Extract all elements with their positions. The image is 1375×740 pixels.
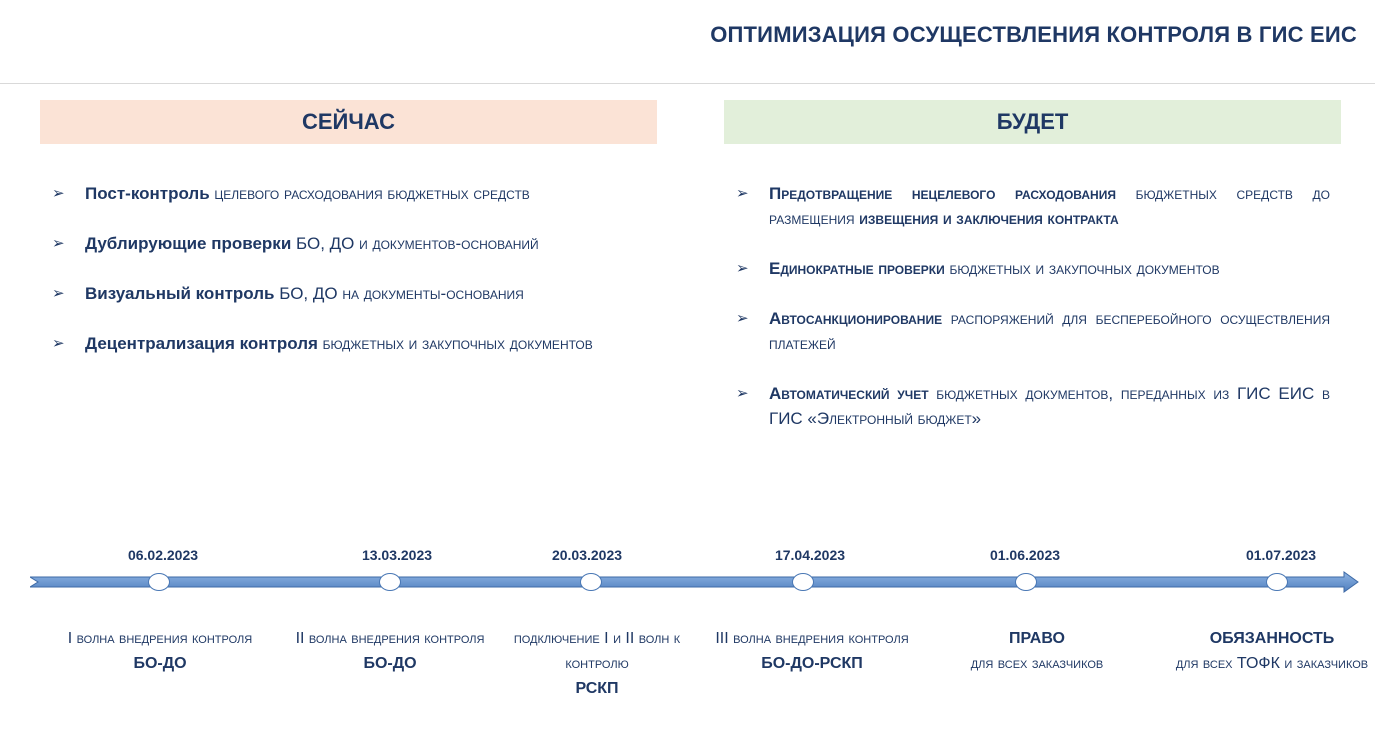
- item-text: бюджетных средств до размещения: [769, 184, 1330, 228]
- item-text: бюджетных и закупочных документов: [944, 259, 1220, 278]
- arrowhead-bullet-icon: ➢: [736, 185, 749, 202]
- arrowhead-bullet-icon: ➢: [52, 185, 65, 202]
- item-bold: Децентрализация контроля: [85, 334, 318, 353]
- item-bold: Предотвращение нецелевого расходования: [769, 184, 1116, 203]
- list-item: [52, 281, 646, 306]
- milestone-label: I волна внедрения контроля БО-ДО: [67, 630, 253, 672]
- milestone-label: II волна внедрения контроля БО-ДО: [295, 630, 485, 672]
- milestone-date: 01.07.2023: [1245, 547, 1317, 563]
- circle-milestone-icon: [379, 573, 401, 591]
- item-text: целевого расходования бюджетных средств: [209, 184, 530, 203]
- item-bold: Визуальный контроль: [85, 284, 275, 303]
- milestone-date: 20.03.2023: [551, 547, 623, 563]
- will-column-heading: БУДЕТ: [724, 100, 1341, 144]
- title-divider: [0, 83, 1375, 84]
- timeline: [0, 540, 1375, 740]
- circle-milestone-icon: [1266, 573, 1288, 591]
- will-list: [736, 181, 1330, 456]
- milestone-date: 17.04.2023: [774, 547, 846, 563]
- milestone-label: ОБЯЗАННОСТЬ для всех ТОФК и заказчиков: [1175, 630, 1369, 672]
- arrowhead-bullet-icon: ➢: [736, 260, 749, 277]
- item-text: БО, ДО и документов-оснований: [291, 234, 539, 253]
- item-bold: Автосанкционирование: [769, 309, 943, 328]
- arrowhead-bullet-icon: ➢: [52, 285, 65, 302]
- list-item: [736, 181, 1330, 231]
- milestone-date: 01.06.2023: [989, 547, 1061, 563]
- milestone-label: подключение I и II волн к контролю РСКП: [513, 630, 681, 697]
- arrowhead-bullet-icon: ➢: [52, 235, 65, 252]
- milestone-label: ПРАВО для всех заказчиков: [970, 630, 1104, 672]
- item-text: БО, ДО на документы-основания: [274, 284, 524, 303]
- now-column-heading: СЕЙЧАС: [40, 100, 657, 144]
- milestone-date: 06.02.2023: [127, 547, 199, 563]
- item-text: распоряжений для бесперебойного осуществления платежей: [769, 309, 1330, 353]
- item-bold: Единократные проверки: [769, 259, 945, 278]
- item-text: бюджетных и закупочных документов: [317, 334, 593, 353]
- list-item: [52, 181, 646, 206]
- item-bold: Дублирующие проверки: [85, 234, 292, 253]
- item-text: бюджетных документов, переданных из ГИС ЕИС в ГИС «Электронный бюджет»: [769, 384, 1331, 428]
- circle-milestone-icon: [148, 573, 170, 591]
- timeline-arrow-icon: [30, 570, 1360, 594]
- now-list: [52, 181, 646, 381]
- milestone-date: 13.03.2023: [361, 547, 433, 563]
- list-item: [52, 331, 646, 356]
- arrowhead-bullet-icon: ➢: [736, 385, 749, 402]
- circle-milestone-icon: [792, 573, 814, 591]
- arrowhead-bullet-icon: ➢: [52, 335, 65, 352]
- list-item: [52, 231, 646, 256]
- list-item: [736, 306, 1330, 356]
- item-bold: Пост-контроль: [85, 184, 210, 203]
- page-title: ОПТИМИЗАЦИЯ ОСУЩЕСТВЛЕНИЯ КОНТРОЛЯ В ГИС ЕИС: [710, 22, 1357, 47]
- list-item: [736, 381, 1330, 431]
- milestone-label: III волна внедрения контроля БО-ДО-РСКП: [715, 630, 909, 672]
- arrowhead-bullet-icon: ➢: [736, 310, 749, 327]
- circle-milestone-icon: [580, 573, 602, 591]
- circle-milestone-icon: [1015, 573, 1037, 591]
- list-item: [736, 256, 1330, 281]
- item-bold: Автоматический учет: [769, 384, 929, 403]
- item-bold-tail: извещения и заключения контракта: [859, 209, 1119, 228]
